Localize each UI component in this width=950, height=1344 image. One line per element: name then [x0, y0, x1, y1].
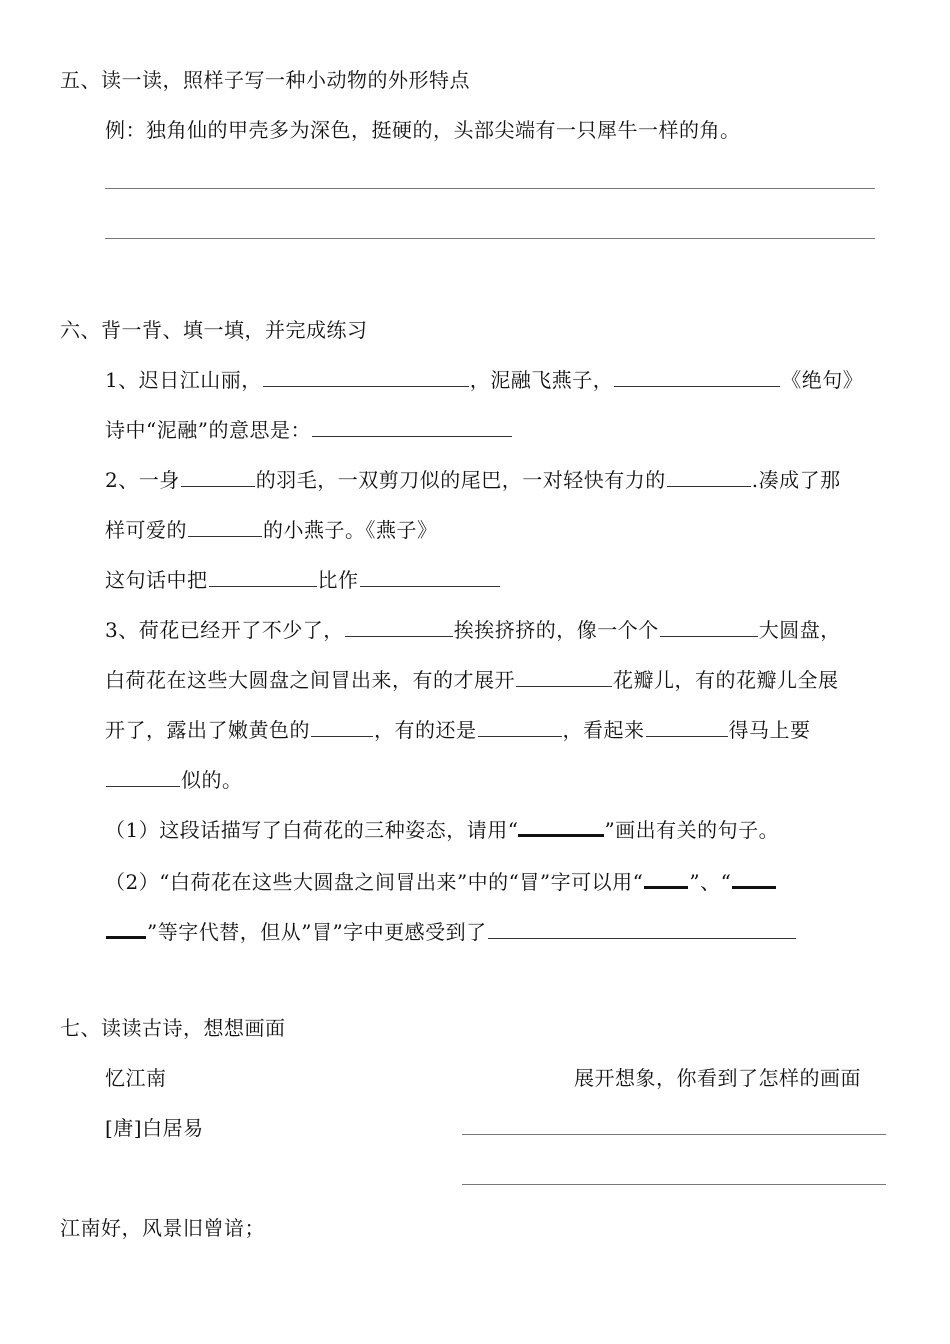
fill-blank[interactable] — [345, 616, 453, 637]
q3-part-2-line-1 — [105, 866, 777, 896]
imagine-prompt: 展开想象，你看到了怎样的画面 — [574, 1066, 861, 1090]
q3-text: 开了，露出了嫩黄色的 — [105, 718, 310, 742]
q1-text: ，泥融飞燕子， — [469, 368, 614, 392]
q3-part-1-text: （1）这段话描写了白荷花的三种姿态，请用“ — [105, 818, 519, 842]
fill-blank[interactable] — [660, 616, 758, 637]
section-6-heading: 六、背一背、填一填，并完成练习 — [60, 318, 368, 342]
fill-blank[interactable] — [106, 916, 146, 939]
q3-text: 花瓣儿，有的花瓣儿全展 — [613, 668, 839, 692]
fill-blank[interactable] — [360, 566, 500, 587]
q3-part-1-text: ”画出有关的句子。 — [604, 818, 780, 842]
fill-blank[interactable] — [312, 416, 512, 437]
poem-title: 忆江南 — [105, 1066, 167, 1090]
q3-text: 挨挨挤挤的，像一个个 — [453, 618, 659, 642]
q1-text: 1、迟日江山丽， — [105, 368, 262, 392]
fill-blank[interactable] — [644, 866, 688, 889]
underline-sample — [518, 816, 604, 837]
answer-line[interactable] — [462, 1134, 886, 1135]
poem-line-1: 江南好，风景旧曾谙； — [60, 1216, 265, 1240]
q2-line-3 — [105, 566, 501, 594]
answer-line[interactable] — [462, 1184, 886, 1185]
fill-blank[interactable] — [646, 716, 728, 737]
q3-part-2-line-2 — [105, 916, 797, 946]
q3-line-1 — [105, 616, 841, 644]
q3-text: ，看起来 — [562, 718, 645, 742]
q2-line-1 — [105, 466, 841, 494]
q2-text: 样可爱的 — [105, 518, 187, 542]
q2-text: 的羽毛，一双剪刀似的尾巴，一对轻快有力的 — [255, 468, 666, 492]
fill-blank[interactable] — [209, 566, 317, 587]
section-5-example: 例：独角仙的甲壳多为深色，挺硬的，头部尖端有一只犀牛一样的角。 — [105, 118, 741, 142]
q3-text: 大圆盘， — [758, 618, 841, 642]
q2-line-2 — [105, 516, 438, 544]
q2-text: .凑成了那 — [751, 468, 841, 492]
q2-text: 的小燕子。《燕子》 — [263, 518, 438, 542]
q1-question: 诗中“泥融”的意思是： — [105, 418, 311, 442]
q3-part-2-text: （2）“白荷花在这些大圆盘之间冒出来”中的“冒”字可以用“ — [105, 870, 644, 894]
fill-blank[interactable] — [516, 666, 612, 687]
section-7-heading: 七、读读古诗，想想画面 — [60, 1016, 286, 1040]
q3-part-2-text: ”、“ — [689, 870, 732, 894]
q3-line-3 — [105, 716, 811, 744]
q3-text: 似的。 — [181, 768, 243, 792]
fill-blank[interactable] — [311, 716, 373, 737]
fill-blank[interactable] — [188, 516, 262, 537]
answer-line[interactable] — [105, 188, 875, 189]
section-5-heading: 五、读一读，照样子写一种小动物的外形特点 — [60, 68, 470, 92]
q3-text: ，有的还是 — [374, 718, 477, 742]
fill-blank[interactable] — [106, 766, 180, 787]
q3-text: 3、荷花已经开了不少了， — [105, 618, 344, 642]
q3-part-2-text: ”等字代替，但从”冒”字中更感受到了 — [147, 920, 487, 944]
answer-line[interactable] — [105, 238, 875, 239]
fill-blank[interactable] — [732, 866, 776, 889]
q2-text: 比作 — [317, 568, 359, 592]
q1-line-1 — [105, 366, 863, 394]
fill-blank[interactable] — [614, 366, 780, 387]
q3-text: 得马上要 — [728, 718, 811, 742]
q3-text: 白荷花在这些大圆盘之间冒出来，有的才展开 — [105, 668, 515, 692]
poem-author: [唐]白居易 — [105, 1116, 204, 1140]
fill-blank[interactable] — [488, 918, 796, 939]
q3-part-1 — [105, 816, 779, 844]
q3-line-4 — [105, 766, 243, 794]
fill-blank[interactable] — [181, 466, 255, 487]
fill-blank[interactable] — [263, 366, 469, 387]
q1-line-2 — [105, 416, 513, 444]
fill-blank[interactable] — [478, 716, 562, 737]
q2-text: 2、一身 — [105, 468, 180, 492]
q1-source: 《绝句》 — [781, 368, 864, 392]
q2-text: 这句话中把 — [105, 568, 208, 592]
q3-line-2 — [105, 666, 839, 694]
fill-blank[interactable] — [667, 466, 751, 487]
